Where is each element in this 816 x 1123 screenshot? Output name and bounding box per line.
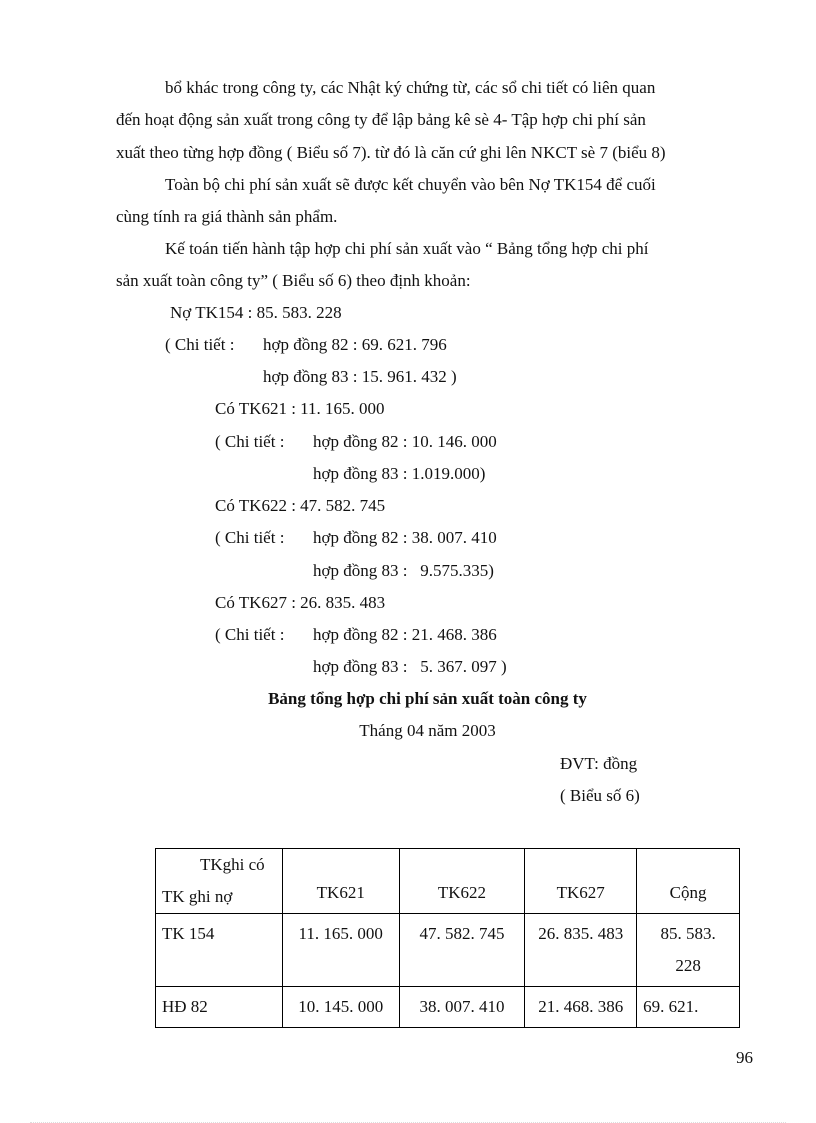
unit-label: ĐVT: đồng [560, 754, 638, 773]
entry-no-hd82: hợp đồng 82 : 69. 621. 796 [263, 335, 447, 354]
body-line-2: đến hoạt động sản xuất trong công ty để lập bảng kê sè 4- Tập hợp chi phí sản [116, 110, 646, 129]
header-corner-cell [156, 849, 283, 914]
body-line-7: sản xuất toàn công ty” ( Biểu số 6) theo định khoản: [116, 271, 471, 290]
entry-co621-label: ( Chi tiết : [215, 432, 285, 451]
entry-co622-hd83: hợp đồng 83 : 9.575.335) [313, 561, 494, 580]
header-tk627: TK627 [525, 849, 637, 914]
table-row [156, 987, 740, 1028]
header-tk621: TK621 [282, 849, 399, 914]
table-title: Bảng tổng hợp chi phí sản xuất toàn công ty [268, 689, 587, 708]
entry-co-tk622: Có TK622 : 47. 582. 745 [215, 496, 386, 515]
entry-co627-hd82: hợp đồng 82 : 21. 468. 386 [313, 625, 497, 644]
form-reference: ( Biểu số 6) [560, 786, 640, 805]
entry-co622-label: ( Chi tiết : [215, 528, 285, 547]
header-total: Cộng [637, 849, 740, 914]
body-line-4: Toàn bộ chi phí sản xuất sẽ được kết chuyển vào bên Nợ TK154 để cuối [165, 175, 656, 194]
entry-co-tk627: Có TK627 : 26. 835. 483 [215, 593, 386, 612]
entry-co621-hd82: hợp đồng 82 : 10. 146. 000 [313, 432, 497, 451]
header-tk622: TK622 [399, 849, 525, 914]
body-line-6: Kế toán tiến hành tập hợp chi phí sản xuất vào “ Bảng tổng hợp chi phí [165, 239, 649, 258]
entry-no-detail-label: ( Chi tiết : [165, 335, 235, 354]
body-line-3: xuất theo từng hợp đồng ( Biểu số 7). từ đó là căn cứ ghi lên NKCT sè 7 (biểu 8) [116, 143, 666, 162]
cell-value: 10. 145. 000 [282, 987, 399, 1028]
body-line-5: cùng tính ra giá thành sản phẩm. [116, 207, 338, 226]
cell-value: 11. 165. 000 [282, 914, 399, 987]
cell-value: 38. 007. 410 [399, 987, 525, 1028]
body-line-1: bổ khác trong công ty, các Nhật ký chứng từ, các sổ chi tiết có liên quan [165, 78, 656, 97]
entry-no-tk154: Nợ TK154 : 85. 583. 228 [170, 303, 342, 322]
entry-co627-label: ( Chi tiết : [215, 625, 285, 644]
entry-co622-hd82: hợp đồng 82 : 38. 007. 410 [313, 528, 497, 547]
cell-value: 26. 835. 483 [525, 914, 637, 987]
corner-debit-label: TK ghi nợ [162, 887, 233, 906]
table-header-row [156, 849, 740, 914]
corner-credit-label: TKghi có [200, 855, 265, 874]
entry-co627-hd83: hợp đồng 83 : 5. 367. 097 ) [313, 657, 507, 676]
cell-value: 69. 621. [637, 987, 740, 1028]
entry-co-tk621: Có TK621 : 11. 165. 000 [215, 399, 385, 418]
cost-summary-table [155, 848, 740, 1028]
entry-no-hd83: hợp đồng 83 : 15. 961. 432 ) [263, 367, 457, 386]
cell-value: 47. 582. 745 [399, 914, 525, 987]
cell-value: 85. 583. 228 [637, 914, 740, 987]
row-label: TK 154 [156, 914, 283, 987]
cell-value: 21. 468. 386 [525, 987, 637, 1028]
page-number: 96 [736, 1048, 753, 1067]
table-subtitle: Tháng 04 năm 2003 [359, 721, 496, 740]
row-label: HĐ 82 [156, 987, 283, 1028]
table-row [156, 914, 740, 987]
entry-co621-hd83: hợp đồng 83 : 1.019.000) [313, 464, 486, 483]
